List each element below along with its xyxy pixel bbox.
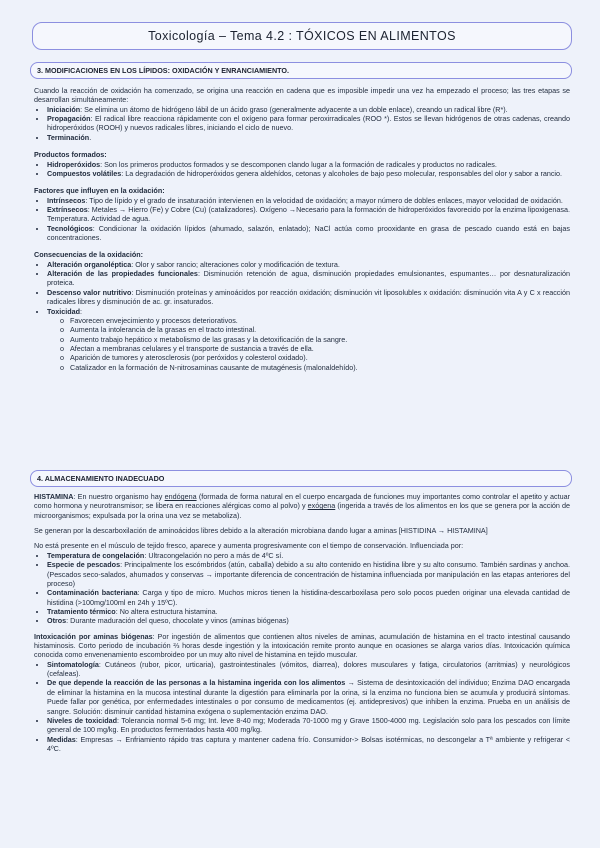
list-item: • Iniciación: Se elimina un átomo de hidrógeno lábil de un ácido graso (generalmente adyacente a un doble enlace), creando un radical libre (R*). bbox=[47, 105, 570, 114]
list-item: • Otros: Durante maduración del queso, chocolate y vinos (aminas biógenas) bbox=[47, 616, 570, 625]
section-3-heading: 3. MODIFICACIONES EN LOS LÍPIDOS: OXIDACIÓN Y ENRANCIAMIENTO. bbox=[30, 62, 572, 79]
section-4-heading: 4. ALMACENAMIENTO INADECUADO bbox=[30, 470, 572, 487]
list-item: • Especie de pescados: Principalmente los escómbridos (atún, caballa) debido a su alto contenido en histidina libre y su alto consumo. También sardinas y anchoa. (Pescados seco-salados, ahumados y conservas → importante diferencia de concentración de histamina influenciada por manipulación en las etapas anteriores del proceso) bbox=[47, 560, 570, 588]
list-item: • Tratamiento térmico: No altera estructura histamina. bbox=[47, 607, 570, 616]
products-list bbox=[34, 160, 570, 179]
page-title: Toxicología – Tema 4.2 : TÓXICOS EN ALIMENTOS bbox=[32, 22, 572, 50]
list-item: o Favorecen envejecimiento y procesos deteriorativos. bbox=[71, 316, 570, 325]
list-item: • Terminación. bbox=[47, 133, 570, 142]
toxicity-sublist bbox=[47, 316, 570, 372]
list-item: • Toxicidad: o Favorecen envejecimiento y procesos deteriorativos. o Aumenta la intolerancia de la grasas en el tracto intestinal. o Aumento trabajo hepático x metabolismo de las grasas y la detoxificación de la sangre. o Afectan a membranas celulares y el transporte de sustancia a través de ella. o Aparición de tumores y aterosclerosis (por peróxidos y colesterol oxidado). o Catalizador en la formación de N-nitrosaminas causante de mutagénesis (malonaldehído). bbox=[47, 307, 570, 373]
list-item: • De que depende la reacción de las personas a la histamina ingerida con los alimentos → Sistema de desintoxicación del individuo; Enzima DAO encargada de eliminar la histamina en la mucosa intestinal durante la digestión para eliminarla por la orina, si la enzima no funciona bien se acumula y producirá síntomas. Puede fallar por genética, por enfermedades intestinales o por consumo de medicamentos (ej. antidepresivos) que inhiben la enzima. Prueba en un análisis de sangre. Solución: disminuir cantidad histamina exógena o suplementación enzima DAO. bbox=[47, 678, 570, 715]
intoxication-paragraph: Intoxicación por aminas biógenas: Por ingestión de alimentos que contienen altos niveles de aminas, acumulación de histamina en el tracto intestinal causando histaminosis. Corto periodo de incubación ⅔ horas desde ingestión y la intoxicación remite pronto aunque en ocasiones se alarga varios días. Intoxicación química conocida como envenenamiento escombroideo por un muy alto nivel de histamina en tejido muscular. bbox=[34, 631, 571, 660]
intoxication-list bbox=[34, 660, 570, 754]
list-item: o Aumento trabajo hepático x metabolismo de las grasas y la detoxificación de la sangre. bbox=[71, 335, 570, 344]
list-item: • Temperatura de congelación: Ultracongelación no pero a más de 4ºC sí. bbox=[47, 551, 570, 560]
list-item: o Catalizador en la formación de N-nitrosaminas causante de mutagénesis (malonaldehído). bbox=[71, 363, 570, 372]
factors-heading: Factores que influyen en la oxidación: bbox=[34, 186, 165, 196]
fresh-tissue-paragraph: No está presente en el músculo de tejido fresco, aparece y aumenta progresivamente con el tiempo de conservación. Influenciada por: bbox=[34, 541, 464, 551]
section-4-body bbox=[34, 492, 570, 753]
factors-list bbox=[34, 196, 570, 243]
list-item: • Hidroperóxidos: Son los primeros productos formados y se descomponen clando lugar a la formación de radicales y productos no radicales. bbox=[47, 160, 570, 169]
intro-paragraph: Cuando la reacción de oxidación ha comenzado, se origina una reacción en cadena que es imposible impedir una vez ha empezado el proceso; las tres etapas se desarrollan simultáneamente: bbox=[34, 86, 570, 105]
oxidation-stages-list bbox=[34, 105, 570, 142]
list-item: • Compuestos volátiles: La degradación de hidroperóxidos genera aldehídos, cetonas y alcoholes de bajo peso molecular, responsables del olor y sabor a rancio. bbox=[47, 169, 570, 178]
list-item: • Descenso valor nutritivo: Disminución proteínas y aminoácidos por reacción oxidación; disminución vit liposolubles x oxidación: disminución vita A y C x reacción radicales libres y disminución de ac. gr. insaturados. bbox=[47, 288, 570, 307]
list-item: • Contaminación bacteriana: Carga y tipo de micro. Muchos micros tienen la histidina-descarboxilasa pero solo pocos pueden originar una elevada cantidad de histidina (>100mg/100ml en 24h y 15ºC). bbox=[47, 588, 570, 607]
list-item: o Aumenta la intolerancia de la grasas en el tracto intestinal. bbox=[71, 325, 570, 334]
list-item: • Tecnológicos: Condicionar la oxidación lípidos (ahumado, salazón, enlatado); NaCl actúa como prooxidante en grasa de pescado cuando está en bajas concentraciones. bbox=[47, 224, 570, 243]
list-item: • Niveles de toxicidad: Tolerancia normal 5-6 mg; Int. leve 8-40 mg; Moderada 70-1000 mg y Grave 1500-4000 mg. Legislación solo para los pescados con límite general de 100 mg/kg. En productos fermentados hasta 400 mg/kg. bbox=[47, 716, 570, 735]
influences-list bbox=[34, 551, 570, 626]
list-item: • Sintomatología: Cutáneos (rubor, picor, urticaria), gastrointestinales (vómitos, diarrea), dolores musculares y fatiga, circulatorios (arritmias) y neurológicos (cefaleas). bbox=[47, 660, 570, 679]
consequences-heading: Consecuencias de la oxidación: bbox=[34, 250, 144, 260]
list-item: • Alteración de las propiedades funcionales: Disminución retención de agua, disminución propiedades emulsionantes, espumantes… por desnaturalización proteica. bbox=[47, 269, 570, 288]
list-item: • Alteración organoléptica: Olor y sabor rancio; alteraciones color y modificación de textura. bbox=[47, 260, 570, 269]
section-3-body bbox=[34, 86, 570, 372]
histamine-paragraph: HISTAMINA: En nuestro organismo hay endógena (formada de forma natural en el cuerpo encargada de funciones muy importantes como controlar el apetito y actuar como hormona y neurotransmisor; se libera en reacciones alérgicas como al polvo) y exógena (ingerida a través de los alimentos en los que se genera por la acción de microorganismos; expulsada por la orina una vez se metaboliza). bbox=[34, 492, 570, 520]
list-item: • Propagación: El radical libre reacciona rápidamente con el oxígeno para formar peroxirradicales (ROO *). Estos se llevan hidrógenos de otras cadenas, creando hidroperóxidos (ROOH) y nuevos radicales libres, iniciando el ciclo de nuevo. bbox=[47, 114, 570, 133]
consequences-list bbox=[34, 260, 570, 372]
list-item: • Intrínsecos: Tipo de lípido y el grado de insaturación intervienen en la velocidad de oxidación; a mayor número de dobles enlaces, mayor velocidad de oxidación. bbox=[47, 196, 570, 205]
list-item: • Medidas: Empresas → Enfriamiento rápido tras captura y mantener cadena frío. Consumidor-> Bolsas isotérmicas, no descongelar a Tª ambiente y refrigerar < 4ºC. bbox=[47, 735, 570, 754]
list-item: • Extrínsecos: Metales → Hierro (Fe) y Cobre (Cu) (catalizadores). Oxígeno →Necesario para la formación de hidroperóxidos favorecido por la enzima lipoxigenasa. Temperatura. Actividad de agua. bbox=[47, 205, 570, 224]
generation-paragraph: Se generan por la descarboxilación de aminoácidos libres debido a la alteración microbiana dando lugar a aminas [HISTIDINA → HISTAMINA] bbox=[34, 526, 488, 536]
products-heading: Productos formados: bbox=[34, 150, 107, 160]
list-item: o Afectan a membranas celulares y el transporte de sustancia a través de ella. bbox=[71, 344, 570, 353]
list-item: o Aparición de tumores y aterosclerosis (por peróxidos y colesterol oxidado). bbox=[71, 353, 570, 362]
